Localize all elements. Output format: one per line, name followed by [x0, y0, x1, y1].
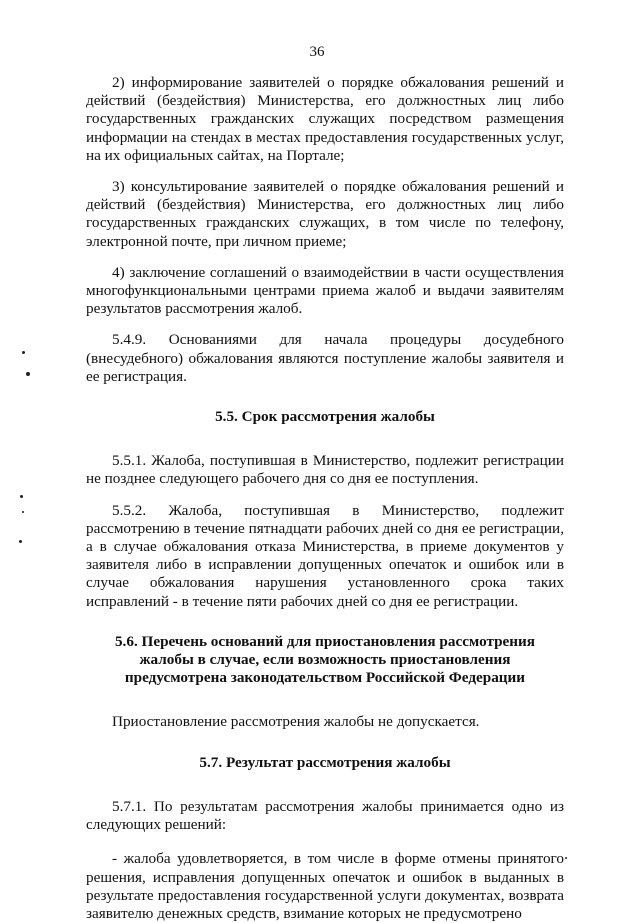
section-heading-5-6-line-1: 5.6. Перечень оснований для приостановления рассмотрения — [114, 632, 536, 650]
section-heading-5-6 — [86, 633, 564, 688]
scan-speck — [26, 372, 30, 376]
section-heading-5-6-line-3: предусмотрена законодательством Российской Федерации — [124, 669, 526, 687]
scan-speck — [22, 511, 24, 513]
section-heading-5-7: 5.7. Результат рассмотрения жалобы — [199, 753, 451, 771]
paragraph-5-4-9: 5.4.9. Основаниями для начала процедуры досудебного (внесудебного) обжалования являются поступление жалобы заявителя и ее регистрация. — [86, 331, 564, 385]
paragraph-decision-satisfied: - жалоба удовлетворяется, в том числе в форме отмены принятого решения, исправления допущенных опечаток и ошибок в выданных в результате предоставления государственной услуги документах, возврата заявителю денежных средств, взимание которых не предусмотрено — [86, 850, 564, 922]
section-heading-5-6-line-2: жалобы в случае, если возможность приостановления — [139, 651, 511, 669]
paragraph-item-3: 3) консультирование заявителей о порядке обжалования решений и действий (бездействия) Министерства, его должностных лиц либо государственных гражданских служащих, в том числе по телефону, электронной почте, при личном приеме; — [86, 178, 564, 250]
paragraph-5-5-2: 5.5.2. Жалоба, поступившая в Министерство, подлежит рассмотрению в течение пятнадцати рабочих дней со дня ее регистрации, а в случае обжалования отказа Министерства, в приеме документов у заявителя либо в исправлении допущенных опечаток и ошибок или в случае обжалования нарушения установленного срока таких исправлений - в течение пяти рабочих дней со дня ее регистрации. — [86, 501, 564, 610]
scan-speck — [19, 540, 22, 543]
scan-speck — [565, 857, 567, 859]
section-heading-5-5: 5.5. Срок рассмотрения жалобы — [215, 408, 435, 426]
document-body — [86, 74, 564, 923]
page-number: 36 — [309, 44, 325, 60]
paragraph-5-5-1: 5.5.1. Жалоба, поступившая в Министерство, подлежит регистрации не позднее следующего рабочего дня со дня ее поступления. — [86, 452, 564, 488]
paragraph-5-7-1: 5.7.1. По результатам рассмотрения жалобы принимается одно из следующих решений: — [86, 797, 564, 834]
scan-speck — [22, 351, 25, 354]
scan-speck — [20, 495, 23, 498]
paragraph-item-4: 4) заключение соглашений о взаимодействии в части осуществления многофункциональными центрами приема жалоб и выдачи заявителям результатов рассмотрения жалоб. — [86, 263, 564, 318]
paragraph-item-2: 2) информирование заявителей о порядке обжалования решений и действий (бездействия) Министерства, его должностных лиц либо государственных гражданских служащих посредством размещения информации на стендах в местах предоставления государственных услуг, на их официальных сайтах, на Портале; — [86, 74, 564, 164]
paragraph-suspension: Приостановление рассмотрения жалобы не допускается. — [112, 713, 480, 731]
